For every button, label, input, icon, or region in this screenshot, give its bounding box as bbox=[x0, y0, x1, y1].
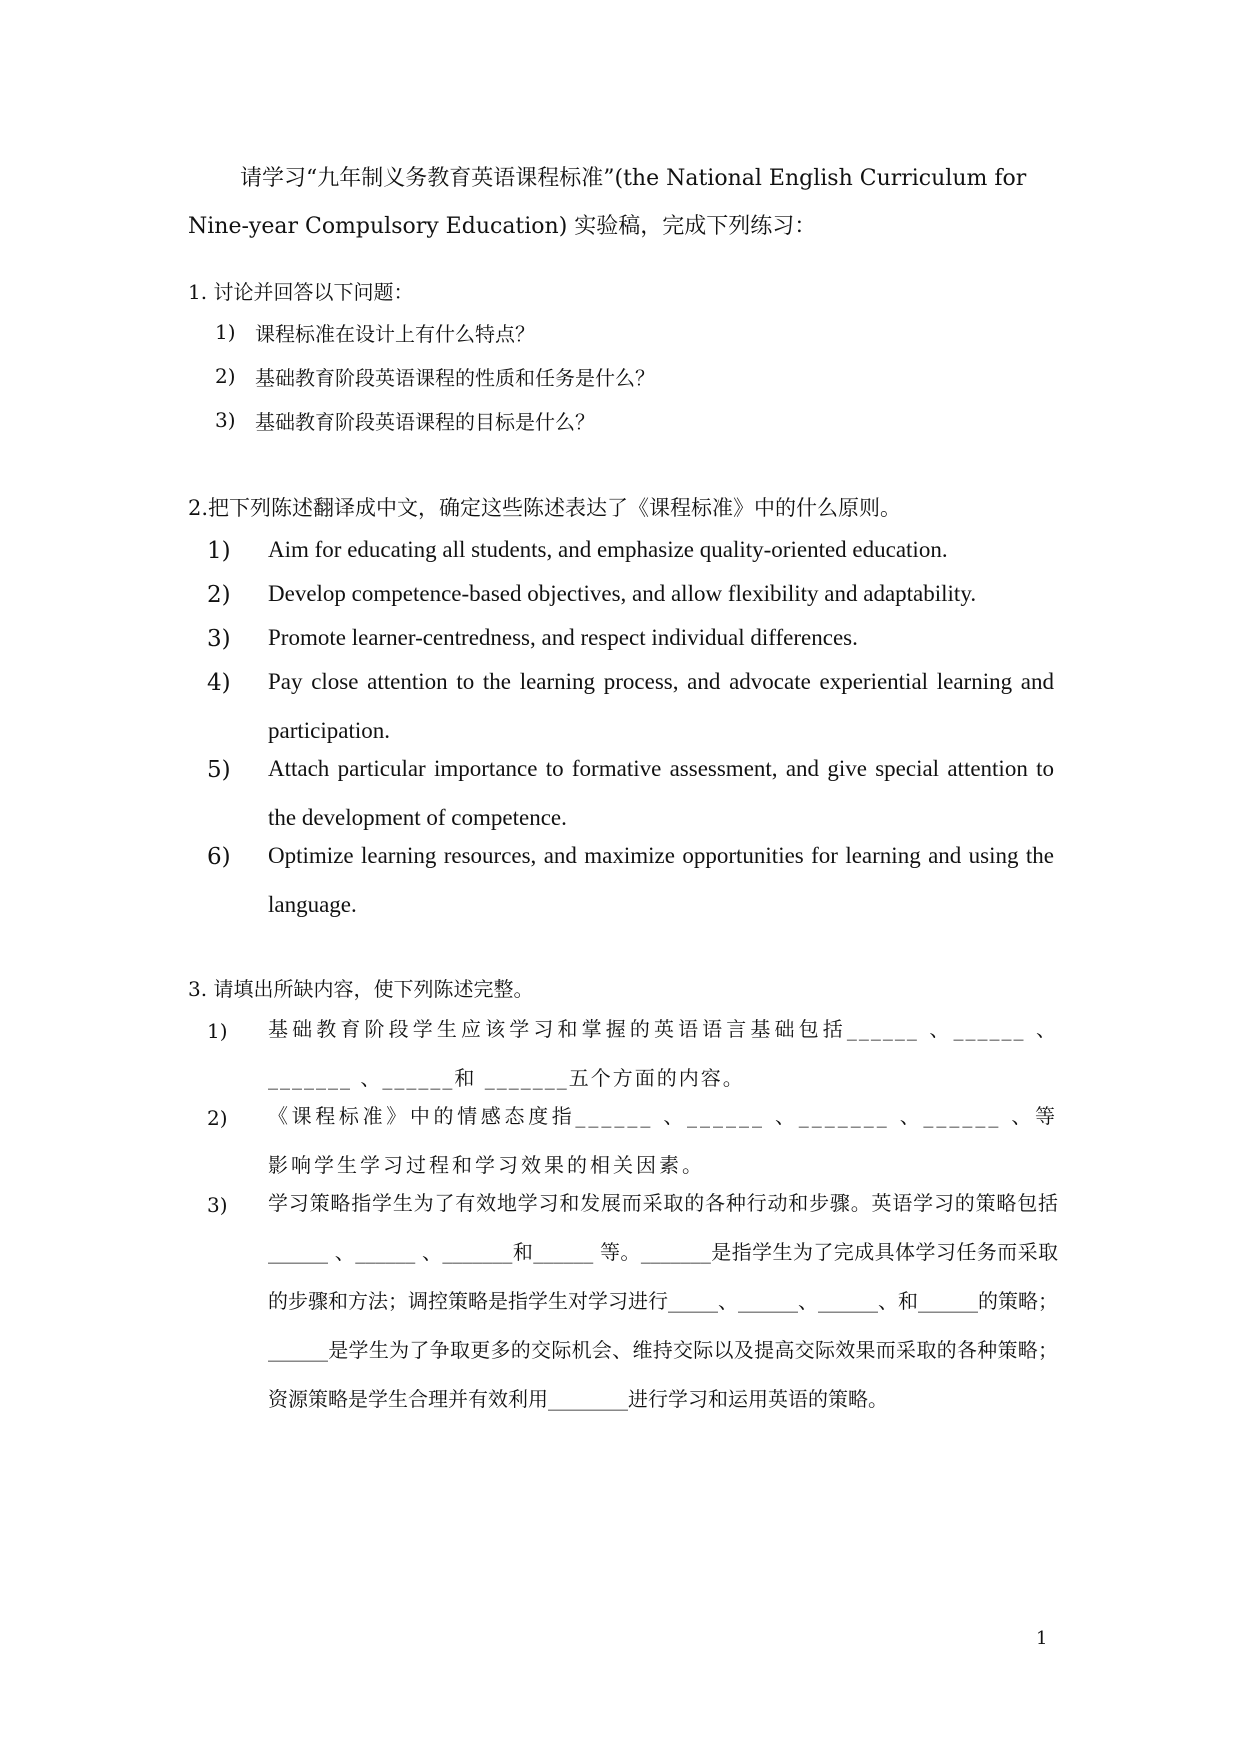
section3-item-1: 基础教育阶段学生应该学习和掌握的英语语言基础包括______ 、______ 、_______ 、______和 _______五个方面的内容。 bbox=[268, 1017, 1058, 1090]
section2-item-2-number: 2) bbox=[207, 582, 231, 608]
section1-item-1-number: 1) bbox=[215, 320, 236, 344]
section2-item-3: Promote learner-centredness, and respect individual differences. bbox=[268, 625, 858, 650]
section2-heading: 2.把下列陈述翻译成中文，确定这些陈述表达了《课程标准》中的什么原则。 bbox=[188, 496, 902, 520]
section1-item-3: 基础教育阶段英语课程的目标是什么？ bbox=[255, 410, 595, 434]
section3-heading: 3. 请填出所缺内容，使下列陈述完整。 bbox=[188, 977, 534, 1001]
section2-item-4: Pay close attention to the learning process, and advocate experiential learning and participation. bbox=[268, 669, 1054, 743]
section2-item-1-number: 1) bbox=[207, 538, 231, 564]
section2-item-5: Attach particular importance to formative assessment, and give special attention to the development of competence. bbox=[268, 756, 1054, 830]
section2-item-6: Optimize learning resources, and maximize opportunities for learning and using the language. bbox=[268, 843, 1054, 917]
section1-item-2-number: 2) bbox=[215, 364, 236, 388]
section1-item-3-number: 3) bbox=[215, 408, 236, 432]
section1-heading: 1. 讨论并回答以下问题： bbox=[188, 280, 414, 304]
section3-item-1-number: 1) bbox=[207, 1019, 228, 1043]
intro-paragraph: 请学习“九年制义务教育英语课程标准”(the National English Curriculum for Nine-year Compulsory Education) 实验稿，完成下列练习： bbox=[188, 166, 1027, 239]
section2-item-3-number: 3) bbox=[207, 626, 231, 652]
section2-item-2: Develop competence-based objectives, and allow flexibility and adaptability. bbox=[268, 581, 977, 606]
section3-item-3: 学习策略指学生为了有效地学习和发展而采取的各种行动和步骤。英语学习的策略包括______ 、______ 、_______和______ 等。_______是指学生为了完成具体学习任务而采取的步骤和方法；调控策略是指学生对学习进行_____、______、______、和______的策略；______是学生为了争取更多的交际机会、维持交际以及提高交际效果而采取的各种策略；资源策略是学生合理并有效利用________进行学习和运用英语的策略。 bbox=[268, 1191, 1058, 1411]
section3-item-2-number: 2) bbox=[207, 1106, 228, 1130]
page-number: 1 bbox=[1036, 1628, 1048, 1649]
section2-item-4-number: 4) bbox=[207, 670, 231, 696]
section2-item-1: Aim for educating all students, and emphasize quality-oriented education. bbox=[268, 537, 948, 562]
section3-item-3-number: 3) bbox=[207, 1193, 228, 1217]
section1-item-2: 基础教育阶段英语课程的性质和任务是什么？ bbox=[255, 366, 655, 390]
section3-item-2: 《课程标准》中的情感态度指______ 、______ 、_______ 、______ 、等影响学生学习过程和学习效果的相关因素。 bbox=[268, 1104, 1058, 1177]
section2-item-6-number: 6) bbox=[207, 844, 231, 870]
section2-item-5-number: 5) bbox=[207, 757, 231, 783]
section1-item-1: 课程标准在设计上有什么特点？ bbox=[255, 322, 535, 346]
